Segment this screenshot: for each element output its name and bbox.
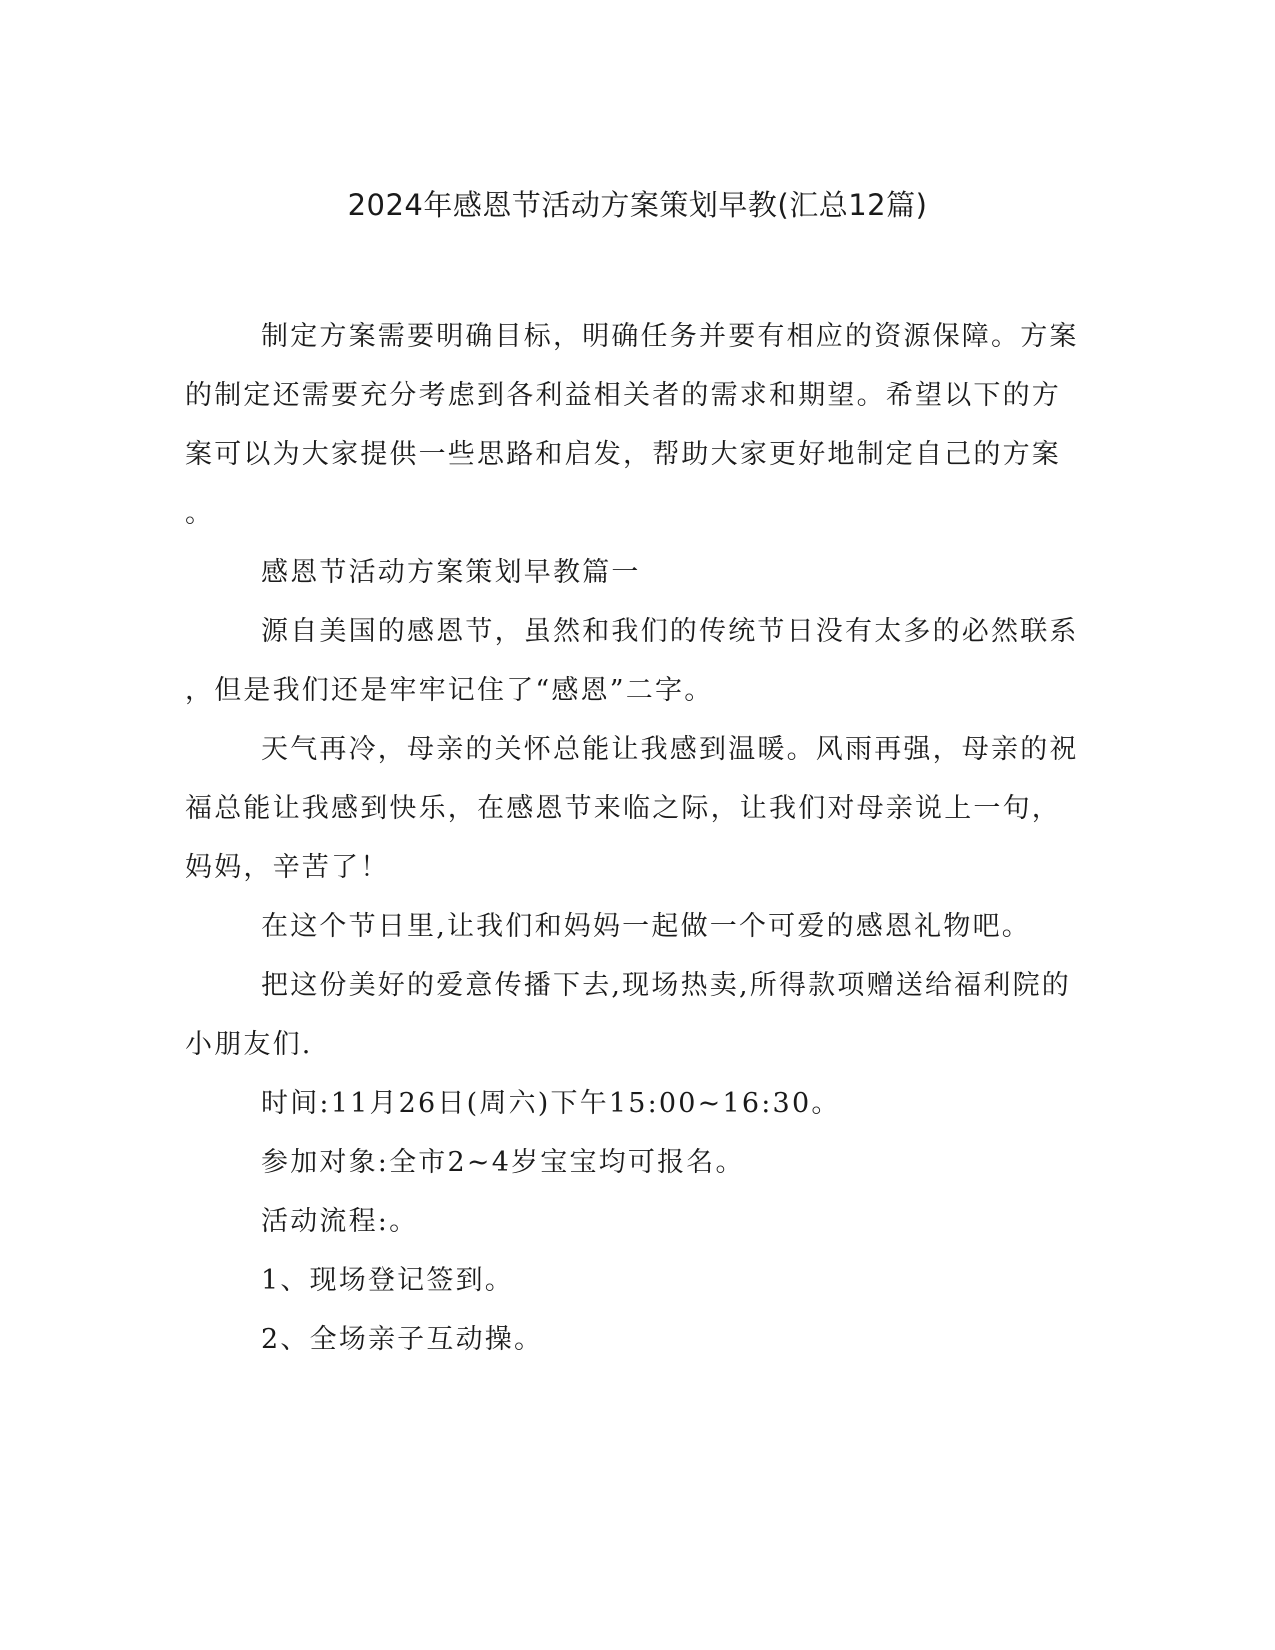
list-item: 1、现场登记签到。	[261, 1265, 514, 1296]
paragraph-line: 的制定还需要充分考虑到各利益相关者的需求和期望。希望以下的方	[185, 380, 1061, 411]
paragraph-line: 把这份美好的爱意传播下去,现场热卖,所得款项赠送给福利院的	[261, 970, 1071, 1001]
paragraph-line: 小朋友们.	[185, 1029, 313, 1060]
paragraph-line: 福总能让我感到快乐，在感恩节来临之际，让我们对母亲说上一句，	[185, 793, 1061, 824]
paragraph-line: 活动流程:。	[261, 1206, 419, 1237]
paragraph-line: 参加对象:全市2~4岁宝宝均可报名。	[261, 1147, 745, 1178]
paragraph-line: 时间:11月26日(周六)下午15:00~16:30。	[261, 1088, 841, 1119]
paragraph-line: 。	[185, 498, 215, 529]
paragraph-line: 在这个节日里,让我们和妈妈一起做一个可爱的感恩礼物吧。	[261, 911, 1031, 942]
paragraph-line: 源自美国的感恩节，虽然和我们的传统节日没有太多的必然联系	[261, 616, 1079, 647]
document-title: 2024年感恩节活动方案策划早教(汇总12篇)	[347, 188, 928, 222]
paragraph-line: 妈妈，辛苦了！	[185, 852, 390, 883]
list-item: 2、全场亲子互动操。	[261, 1324, 544, 1355]
paragraph-line: 案可以为大家提供一些思路和启发，帮助大家更好地制定自己的方案	[185, 439, 1061, 470]
paragraph-line: ，但是我们还是牢牢记住了“感恩”二字。	[185, 675, 714, 706]
paragraph-line: 制定方案需要明确目标，明确任务并要有相应的资源保障。方案	[261, 321, 1079, 352]
section-heading: 感恩节活动方案策划早教篇一	[261, 557, 641, 588]
paragraph-line: 天气再冷，母亲的关怀总能让我感到温暖。风雨再强，母亲的祝	[261, 734, 1079, 765]
